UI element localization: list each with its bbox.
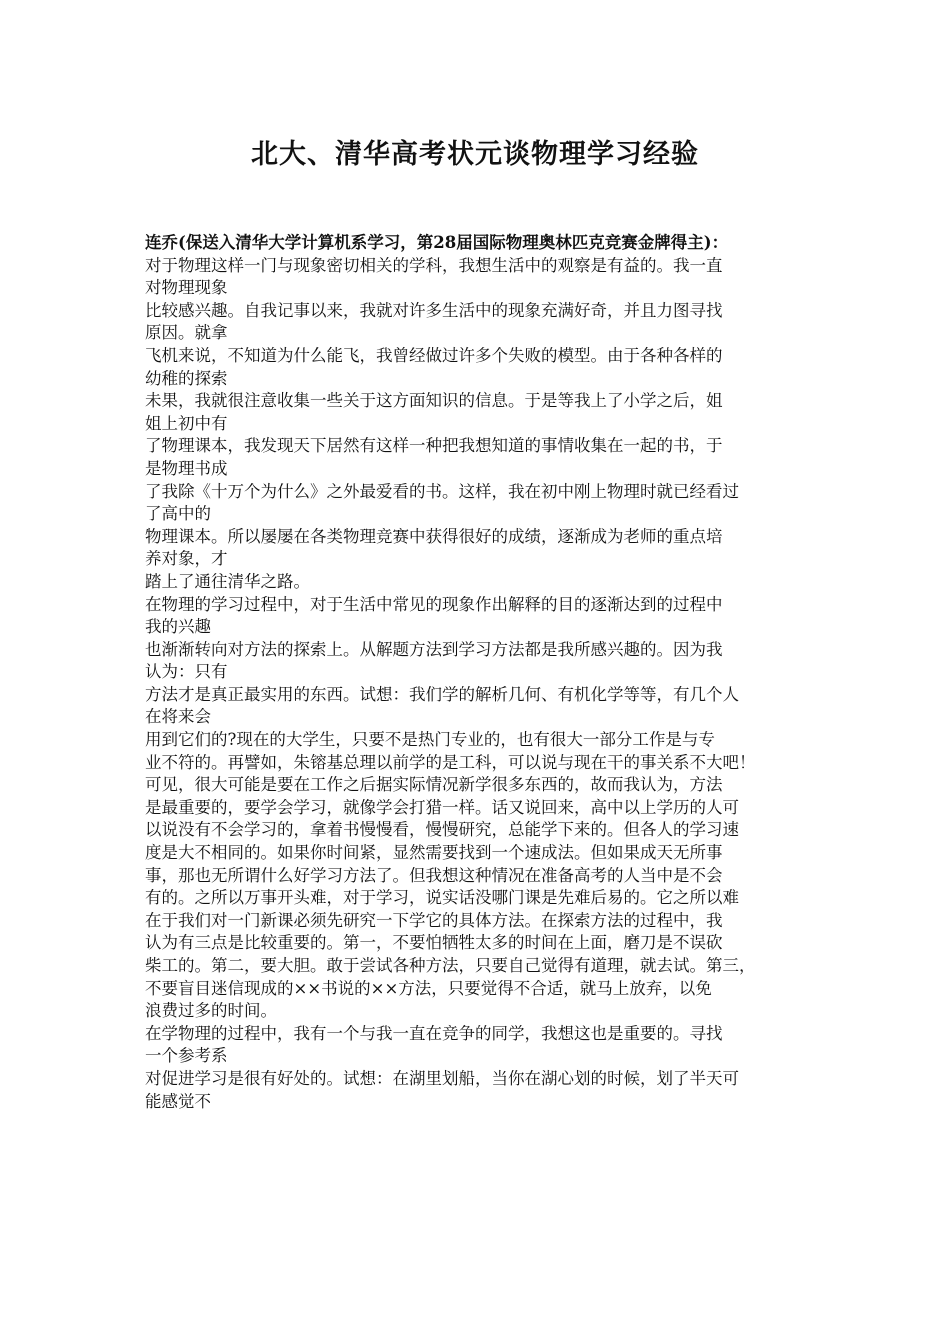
paragraph-line: 对促进学习是很有好处的。试想：在湖里划船，当你在湖心划的时候，划了半天可 (145, 1068, 739, 1088)
paragraph-line: 飞机来说，不知道为什么能飞，我曾经做过许多个失败的模型。由于各种各样的 (145, 345, 723, 365)
paragraph-line: 了物理课本，我发现天下居然有这样一种把我想知道的事情收集在一起的书，于 (145, 436, 723, 456)
paragraph-line: 认为有三点是比较重要的。第一，不要怕牺牲太多的时间在上面，磨刀是不误砍 (145, 933, 723, 953)
paragraph-line: 度是大不相同的。如果你时间紧，显然需要找到一个速成法。但如果成天无所事 (145, 843, 723, 863)
paragraph-line: 在于我们对一门新课必须先研究一下学它的具体方法。在探索方法的过程中，我 (145, 910, 723, 930)
paragraph-line: 未果，我就很注意收集一些关于这方面知识的信息。于是等我上了小学之后，姐 (145, 391, 723, 411)
paragraph-line: 一个参考系 (145, 1046, 228, 1066)
paragraph-line: 在学物理的过程中，我有一个与我一直在竞争的同学，我想这也是重要的。寻找 (145, 1023, 723, 1043)
paragraph-line: 业不符的。再譬如，朱镕基总理以前学的是工科，可以说与现在干的事关系不大吧！ (145, 752, 756, 772)
paragraph-line: 我的兴趣 (145, 617, 211, 637)
paragraph-line: 对于物理这样一门与现象密切相关的学科，我想生活中的观察是有益的。我一直 (145, 255, 723, 275)
author-intro-line: 连乔(保送入清华大学计算机系学习，第28届国际物理奥林匹克竞赛金牌得主)： (145, 233, 729, 252)
paragraph-line: 柴工的。第二，要大胆。敢于尝试各种方法，只要自己觉得有道理，就去试。第三， (145, 956, 756, 975)
document-title: 北大、清华高考状元谈物理学习经验 (251, 139, 699, 170)
paragraph-line: 幼稚的探索 (145, 368, 228, 388)
paragraph-line: 对物理现象 (145, 278, 228, 298)
paragraph-line: 以说没有不会学习的，拿着书慢慢看，慢慢研究，总能学下来的。但各人的学习速 (145, 820, 739, 840)
paragraph-line: 有的。之所以万事开头难，对于学习，说实话没哪门课是先难后易的。它之所以难 (145, 888, 739, 908)
paragraph-line: 能感觉不 (145, 1091, 211, 1111)
paragraph-line: 不要盲目迷信现成的××书说的××方法，只要觉得不合适，就马上放弃，以免 (145, 978, 712, 998)
paragraph-line: 是最重要的，要学会学习，就像学会打猎一样。话又说回来，高中以上学历的人可 (145, 797, 739, 817)
paragraph-line: 认为：只有 (145, 662, 228, 682)
document-body (145, 232, 810, 1113)
paragraph-line: 了高中的 (145, 504, 211, 524)
paragraph-line: 可见，很大可能是要在工作之后据实际情况新学很多东西的，故而我认为，方法 (145, 775, 723, 795)
paragraph-line: 浪费过多的时间。 (145, 1001, 277, 1021)
paragraph-line: 踏上了通往清华之路。 (145, 571, 310, 591)
paragraph-line: 用到它们的?现在的大学生，只要不是热门专业的，也有很大一部分工作是与专 (145, 730, 715, 750)
paragraph-line: 在物理的学习过程中，对于生活中常见的现象作出解释的目的逐渐达到的过程中 (145, 594, 723, 614)
paragraph-line: 比较感兴趣。自我记事以来，我就对许多生活中的现象充满好奇，并且力图寻找 (145, 300, 723, 320)
paragraph-line: 物理课本。所以屡屡在各类物理竞赛中获得很好的成绩，逐渐成为老师的重点培 (145, 526, 723, 546)
paragraph-line: 养对象，才 (145, 549, 228, 569)
paragraph-line: 在将来会 (145, 707, 211, 727)
paragraph-line: 也渐渐转向对方法的探索上。从解题方法到学习方法都是我所感兴趣的。因为我 (145, 639, 723, 659)
paragraph-line: 方法才是真正最实用的东西。试想：我们学的解析几何、有机化学等等，有几个人 (145, 684, 739, 704)
paragraph-line: 原因。就拿 (145, 323, 228, 343)
paragraph-line: 了我除《十万个为什么》之外最爱看的书。这样，我在初中刚上物理时就已经看过 (145, 481, 739, 501)
paragraph-line: 姐上初中有 (145, 413, 228, 433)
paragraph-line: 是物理书成 (145, 458, 228, 478)
paragraph-line: 事，那也无所谓什么好学习方法了。但我想这种情况在准备高考的人当中是不会 (145, 865, 723, 885)
